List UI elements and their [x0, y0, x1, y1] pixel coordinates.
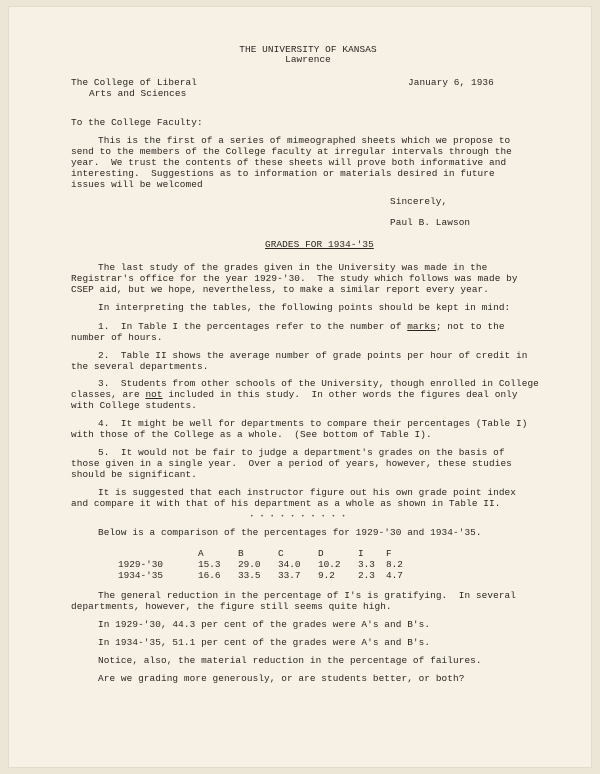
table-cell: 2.3	[358, 570, 375, 581]
table-header-cell: C	[278, 548, 284, 559]
intro-line-1: This is the first of a series of mimeographed sheets which we propose to	[98, 135, 511, 146]
table-header-cell: A	[198, 548, 204, 559]
reduction-line-2: departments, however, the figure still seems quite high.	[71, 601, 392, 612]
point5-line-2: those given in a single year. Over a period of years, however, these studies	[71, 458, 512, 469]
point2-line-1: 2. Table II shows the average number of grade points per hour of credit in	[98, 350, 528, 361]
point3-line-1: 3. Students from other schools of the University, though enrolled in College	[98, 378, 539, 389]
table-cell: 33.5	[238, 570, 261, 581]
signer-name: Paul B. Lawson	[390, 217, 471, 228]
table-cell: 9.2	[318, 570, 335, 581]
point3-line-2	[71, 389, 518, 400]
intro-line-5: issues will be welcomed	[71, 179, 203, 190]
table-row	[118, 570, 416, 581]
table-cell: 1934-'35	[118, 570, 164, 581]
point1-text: 1. In Table I the percentages refer to the number of	[98, 321, 408, 332]
point2-line-2: the several departments.	[71, 361, 209, 372]
point4-line-2: with those of the College as a whole. (See bottom of Table I).	[71, 429, 432, 440]
point1-text-end: ; not to the	[435, 321, 505, 332]
table-cell: 29.0	[238, 559, 261, 570]
point1-line-1	[98, 321, 505, 332]
intro-line-4: interesting. Suggestions as to information or materials desired in future	[71, 168, 495, 179]
grade-comparison-table	[118, 548, 416, 581]
point3-text-end: included in this study. In other words the figures deal only	[162, 389, 518, 400]
institution-name: THE UNIVERSITY OF KANSAS	[239, 44, 377, 55]
document-page	[8, 6, 592, 768]
point3-text: classes, are	[71, 389, 146, 400]
suggest-line-2: and compare it with that of his department as a whole as shown in Table II.	[71, 498, 501, 509]
point5-line-3: should be significant.	[71, 469, 197, 480]
letter-date: January 6, 1936	[408, 77, 494, 88]
question-line: Are we grading more generously, or are students better, or both?	[98, 673, 465, 684]
reduction-line-1: The general reduction in the percentage of I's is gratifying. In several	[98, 590, 516, 601]
comparison-intro: Below is a comparison of the percentages for 1929-'30 and 1934-'35.	[98, 527, 482, 538]
para1-line-3: CSEP aid, but we hope, nevertheless, to make a similar report every year.	[71, 284, 489, 295]
point1-line-2: number of hours.	[71, 332, 163, 343]
college-name-line2: Arts and Sciences	[89, 88, 187, 99]
stat-1929: In 1929-'30, 44.3 per cent of the grades were A's and B's.	[98, 619, 431, 630]
point5-line-1: 5. It would not be fair to judge a department's grades on the basis of	[98, 447, 505, 458]
city-name: Lawrence	[285, 54, 331, 65]
table-header-cell: B	[238, 548, 244, 559]
table-header-cell: F	[386, 548, 392, 559]
table-header-cell: D	[318, 548, 324, 559]
para1-line-2: Registrar's office for the year 1929-'30. The study which follows was made by	[71, 273, 518, 284]
point4-line-1: 4. It might be well for departments to compare their percentages (Table I)	[98, 418, 528, 429]
point3-line-3: with College students.	[71, 400, 197, 411]
table-cell: 16.6	[198, 570, 221, 581]
separator-dots: • • • • • • • • • •	[250, 513, 347, 520]
table-row	[118, 559, 416, 570]
table-cell: 34.0	[278, 559, 301, 570]
table-cell: 1929-'30	[118, 559, 164, 570]
table-cell: 8.2	[386, 559, 403, 570]
table-cell: 3.3	[358, 559, 375, 570]
table-header-cell: I	[358, 548, 364, 559]
para1-line-1: The last study of the grades given in the University was made in the	[98, 262, 488, 273]
para2: In interpreting the tables, the following points should be kept in mind:	[98, 302, 511, 313]
section-heading: GRADES FOR 1934-'35	[265, 239, 374, 250]
table-cell: 15.3	[198, 559, 221, 570]
intro-line-2: send to the members of the College faculty at irregular intervals through the	[71, 146, 512, 157]
table-header-cell	[118, 548, 198, 559]
table-header-row	[118, 548, 416, 559]
point3-emphasis: not	[145, 389, 163, 400]
salutation: To the College Faculty:	[71, 117, 203, 128]
intro-line-3: year. We trust the contents of these sheets will prove both informative and	[71, 157, 507, 168]
stat-1934: In 1934-'35, 51.1 per cent of the grades were A's and B's.	[98, 637, 431, 648]
suggest-line-1: It is suggested that each instructor figure out his own grade point index	[98, 487, 516, 498]
table-cell: 33.7	[278, 570, 301, 581]
notice-line: Notice, also, the material reduction in the percentage of failures.	[98, 655, 482, 666]
table-cell: 10.2	[318, 559, 341, 570]
table-cell: 4.7	[386, 570, 403, 581]
closing: Sincerely,	[390, 196, 448, 207]
point1-emphasis: marks	[407, 321, 436, 332]
college-name-line1: The College of Liberal	[71, 77, 197, 88]
